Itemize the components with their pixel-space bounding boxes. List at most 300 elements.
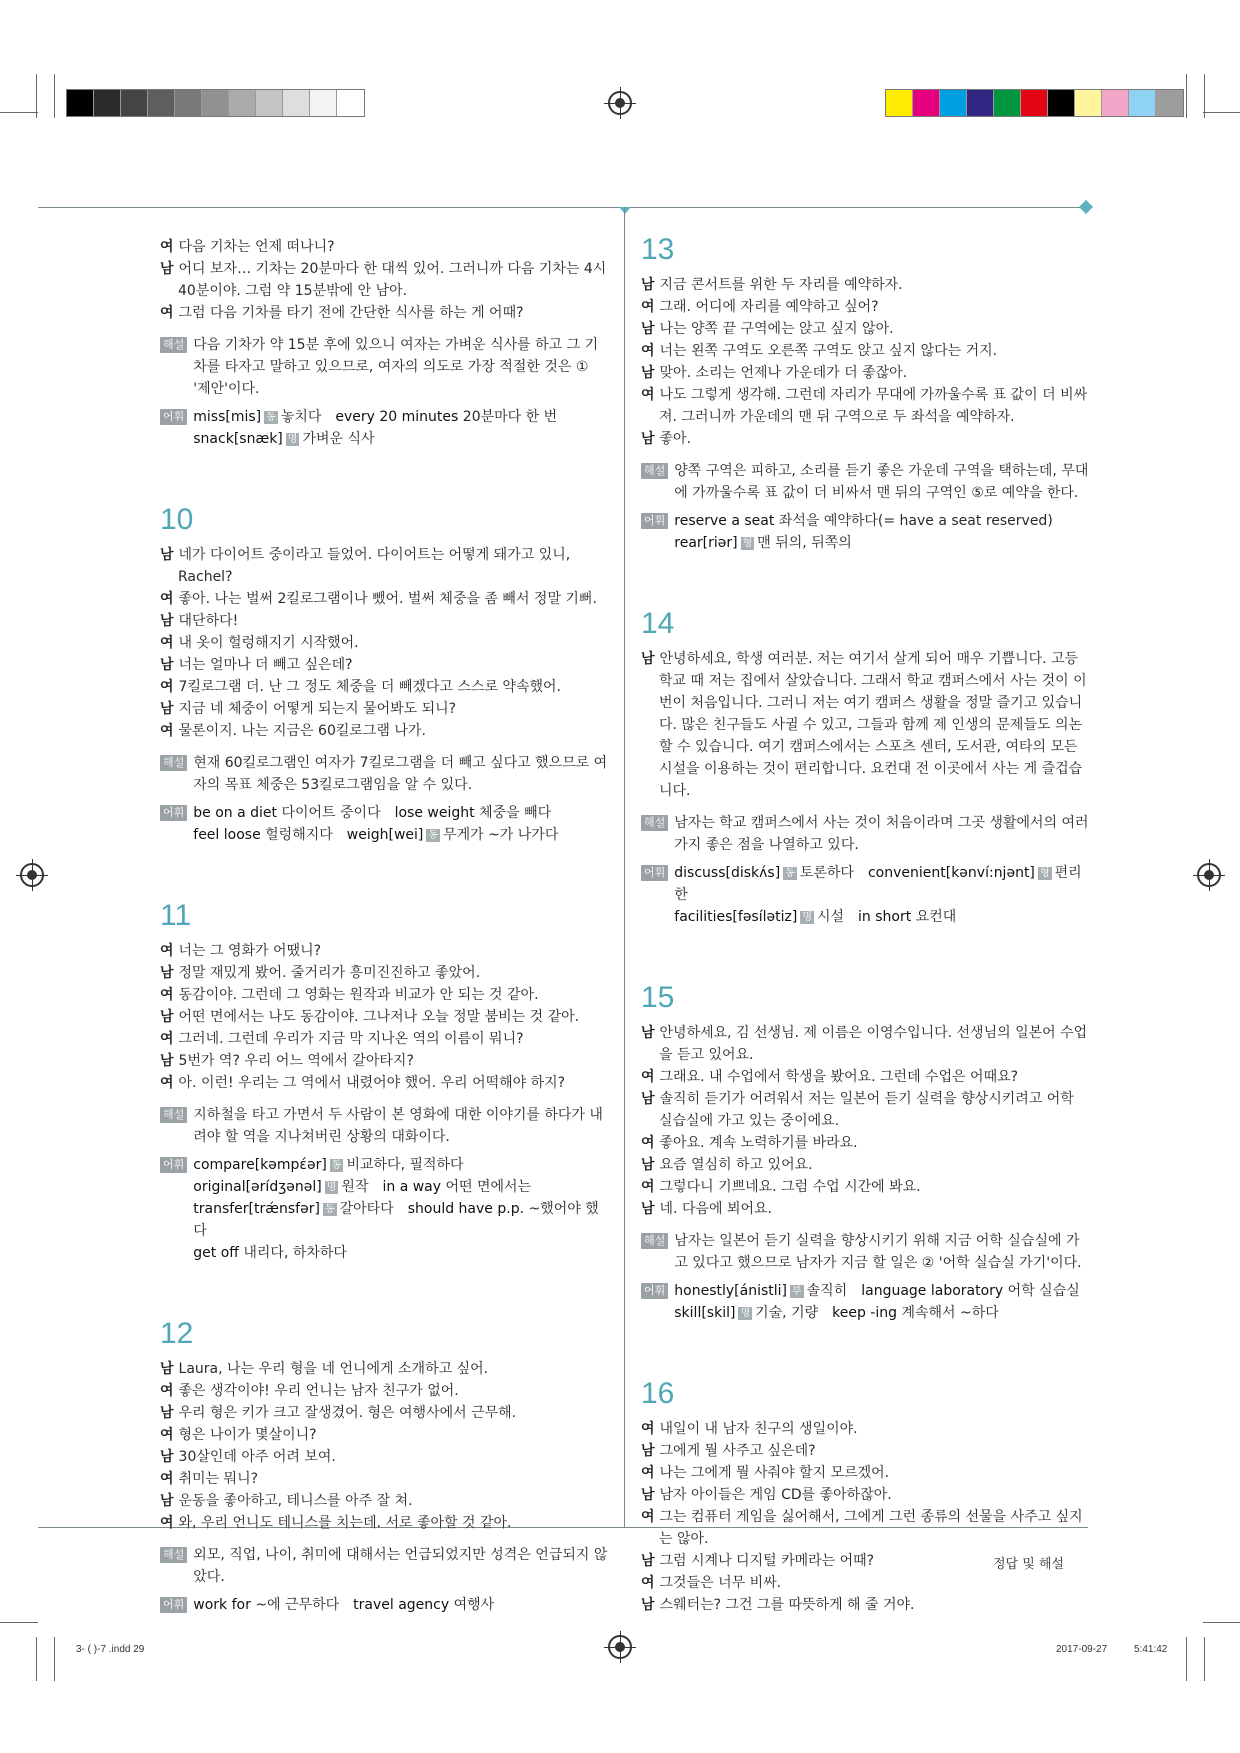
dialogue-line: [641, 1484, 1091, 1506]
section-spacer: [160, 1264, 610, 1316]
vocab-meaning: 요컨대: [915, 909, 957, 925]
dialogue-section: [160, 1316, 610, 1616]
color-swatch: [1075, 90, 1102, 116]
speaker-label: 여: [160, 239, 174, 255]
crop-mark: [1203, 1622, 1240, 1623]
vocab-word: should have p.p.: [407, 1201, 525, 1217]
explanation-tag: 해설: [160, 1547, 187, 1563]
vocabulary: [641, 862, 1091, 928]
crop-mark: [54, 74, 55, 118]
dialogue-line: [160, 1424, 610, 1446]
color-swatch: [1156, 90, 1183, 116]
dialogue-text: 내 옷이 헐렁해지기 시작했어.: [178, 635, 359, 651]
vocab-word: miss[mis]: [193, 409, 262, 425]
dialogue-text: 스웨터는? 그건 그를 따뜻하게 해 줄 거야.: [659, 1597, 915, 1613]
part-of-speech-badge: 동: [266, 412, 276, 423]
vocabulary-items: [668, 510, 1053, 554]
part-of-speech-badge: 동: [785, 868, 795, 879]
vocabulary: [160, 802, 610, 846]
dialogue-line: [160, 984, 610, 1006]
vocabulary-row: [193, 802, 558, 824]
vocab-word: every 20 minutes: [335, 409, 459, 425]
section-spacer: [641, 1324, 1091, 1376]
vocab-meaning: 좌석을 예약하다(= have a seat reserved): [778, 513, 1053, 529]
vocab-word: feel loose: [193, 827, 261, 843]
speaker-label: 여: [160, 1031, 174, 1047]
slug-filename: 3- ( )-7 .indd 29: [76, 1644, 145, 1655]
dialogue-line: [160, 1028, 610, 1050]
vocab-word: reserve a seat: [674, 513, 775, 529]
vocabulary-tag: 어휘: [160, 409, 187, 425]
color-swatch: [148, 90, 175, 116]
vocabulary-tag: 어휘: [641, 513, 668, 529]
speaker-label: 남: [641, 1157, 655, 1173]
explanation-tag: 해설: [641, 815, 668, 831]
speaker-label: 여: [641, 1509, 655, 1525]
vocabulary: [641, 1280, 1091, 1324]
speaker-label: 남: [641, 1443, 655, 1459]
speaker-label: 여: [160, 987, 174, 1003]
color-swatch: [1021, 90, 1048, 116]
dialogue-text: 지금 콘서트를 위한 두 자리를 예약하자.: [659, 277, 903, 293]
dialogue-line: [160, 1050, 610, 1072]
right-column: [641, 232, 1091, 1616]
dialogue-section: [160, 898, 610, 1264]
speaker-label: 여: [160, 305, 174, 321]
vocabulary-tag: 어휘: [160, 1157, 187, 1173]
speaker-label: 남: [641, 365, 655, 381]
column-marker-icon: [619, 207, 631, 214]
dialogue-text: 너는 왼쪽 구역도 오른쪽 구역도 앉고 싶지 않다는 거지.: [659, 343, 998, 359]
vocab-word: skill[skil]: [674, 1305, 736, 1321]
color-swatch: [283, 90, 310, 116]
vocabulary-items: [668, 862, 1091, 928]
speaker-label: 남: [641, 1091, 655, 1107]
dialogue-text: 7킬로그램 더. 난 그 정도 체중을 더 빼겠다고 스스로 약속했어.: [178, 679, 561, 695]
dialogue-section: [641, 232, 1091, 554]
grayscale-color-bar: [66, 89, 365, 117]
dialogue-line: [641, 1198, 1091, 1220]
dialogue-line: [641, 1594, 1091, 1616]
color-swatch: [1129, 90, 1156, 116]
dialogue-text: 맞아. 소리는 언제나 가운데가 더 좋잖아.: [659, 365, 908, 381]
vocab-meaning: ~에 근무하다: [255, 1597, 340, 1613]
vocabulary-tag: 어휘: [641, 1283, 668, 1299]
dialogue-line: [641, 384, 1091, 428]
part-of-speech-badge: 명: [802, 912, 812, 923]
dialogue-line: [641, 1440, 1091, 1462]
dialogue: [641, 274, 1091, 450]
part-of-speech-badge: 동: [324, 1204, 335, 1215]
dialogue-text: 좋아요. 계속 노력하기를 바라요.: [659, 1135, 858, 1151]
speaker-label: 남: [641, 1201, 655, 1217]
dialogue-text: 동감이야. 그런데 그 영화는 원작과 비교가 안 되는 것 같아.: [178, 987, 539, 1003]
dialogue-line: [641, 1022, 1091, 1066]
vocab-word: get off: [193, 1245, 239, 1261]
dialogue-line: [641, 648, 1091, 802]
dialogue-line: [160, 940, 610, 962]
speaker-label: 남: [160, 1053, 174, 1069]
dialogue-text: 그렇다니 기쁘네요. 그럼 수업 시간에 봐요.: [659, 1179, 921, 1195]
dialogue-line: [160, 1402, 610, 1424]
speaker-label: 여: [641, 299, 655, 315]
speaker-label: 여: [160, 1515, 174, 1531]
dialogue-text: 그것들은 너무 비싸.: [659, 1575, 782, 1591]
color-swatch: [886, 90, 913, 116]
explanation-text: 다음 기차가 약 15분 후에 있으니 여자는 가벼운 식사를 하고 그 기차를 타자고 말하고 있으므로, 여자의 의도로 가장 적절한 것은 ① '제안'이다.: [193, 337, 599, 397]
color-swatch: [175, 90, 202, 116]
vocabulary-row: [674, 862, 1091, 906]
vocab-word: honestly[ánistli]: [674, 1283, 787, 1299]
dialogue-line: [641, 1088, 1091, 1132]
registration-mark-icon: [20, 863, 44, 887]
vocabulary-items: [187, 1154, 610, 1264]
vocabulary-row: [193, 1198, 610, 1242]
section-number: 14: [641, 607, 675, 640]
dialogue-line: [641, 1506, 1091, 1550]
vocab-word: be on a diet: [193, 805, 278, 821]
vocab-meaning: 가벼운 식사: [302, 431, 375, 447]
color-swatch: [337, 90, 364, 116]
dialogue-text: 그럼 다음 기차를 타기 전에 간단한 식사를 하는 게 어때?: [178, 305, 524, 321]
vocabulary-items: [668, 1280, 1079, 1324]
vocabulary: [160, 1154, 610, 1264]
crop-mark: [36, 1637, 37, 1681]
vocab-word: travel agency: [353, 1597, 450, 1613]
vocabulary-row: [193, 406, 557, 428]
section-number: 10: [160, 503, 194, 536]
dialogue-text: 그래요. 내 수업에서 학생을 봤어요. 그런데 수업은 어때요?: [659, 1069, 1019, 1085]
color-swatch: [994, 90, 1021, 116]
speaker-label: 남: [641, 1487, 655, 1503]
part-of-speech-badge: 동: [331, 1160, 342, 1171]
dialogue-text: 좋은 생각이야! 우리 언니는 남자 친구가 없어.: [178, 1383, 459, 1399]
dialogue-text: Laura, 나는 우리 형을 네 언니에게 소개하고 싶어.: [178, 1361, 489, 1377]
slug-time: 5:41:42: [1134, 1644, 1168, 1655]
explanation-tag: 해설: [160, 1107, 187, 1123]
speaker-label: 여: [160, 1383, 174, 1399]
slug-date: 2017-09-27: [1056, 1644, 1108, 1655]
vocabulary-tag: 어휘: [641, 865, 668, 881]
vocab-meaning: 기술, 기량: [755, 1305, 819, 1321]
dialogue-text: 그에게 뭘 사주고 싶은데?: [659, 1443, 816, 1459]
crop-mark: [1204, 1637, 1205, 1681]
dialogue: [641, 648, 1091, 802]
vocab-word: convenient[kənví:njənt]: [867, 865, 1035, 881]
section-spacer: [641, 928, 1091, 980]
dialogue-text: 형은 나이가 몇살이니?: [178, 1427, 317, 1443]
speaker-label: 남: [641, 1025, 655, 1041]
speaker-label: 남: [160, 1009, 174, 1025]
vocabulary-row: [193, 1176, 610, 1198]
vocabulary-row: [674, 510, 1053, 532]
section-number: 16: [641, 1377, 675, 1410]
dialogue-line: [160, 1468, 610, 1490]
vocab-word: discuss[diskʌ́s]: [674, 865, 781, 881]
vocab-word: snack[snæk]: [193, 431, 283, 447]
dialogue-text: 지금 네 체중이 어떻게 되는지 물어봐도 되니?: [178, 701, 457, 717]
speaker-label: 여: [160, 1075, 174, 1091]
vocabulary-row: [193, 1242, 610, 1264]
color-swatch: [67, 90, 94, 116]
dialogue-text: 네가 다이어트 중이라고 들었어. 다이어트는 어떻게 돼가고 있니, Rachel?: [178, 547, 571, 585]
dialogue-line: [641, 274, 1091, 296]
explanation: [160, 1544, 610, 1588]
speaker-label: 남: [160, 701, 174, 717]
explanation-tag: 해설: [641, 463, 668, 479]
speaker-label: 남: [641, 1597, 655, 1613]
dialogue-text: 나는 그에게 뭘 사줘야 할지 모르겠어.: [659, 1465, 890, 1481]
explanation-text: 양쪽 구역은 피하고, 소리를 듣기 좋은 가운데 구역을 택하는데, 무대에 가까울수록 표 값이 더 비싸서 맨 뒤의 구역인 ⑤로 예약을 한다.: [674, 463, 1089, 501]
dialogue-text: 대단하다!: [178, 613, 239, 629]
dialogue-line: [160, 632, 610, 654]
dialogue-line: [160, 1490, 610, 1512]
speaker-label: 남: [641, 431, 655, 447]
section-spacer: [641, 554, 1091, 606]
explanation: [160, 752, 610, 796]
part-of-speech-badge: 명: [326, 1182, 337, 1193]
speaker-label: 여: [160, 723, 174, 739]
explanation-tag: 해설: [160, 755, 187, 771]
dialogue-text: 나는 양쪽 끝 구역에는 앉고 싶지 않아.: [659, 321, 894, 337]
vocabulary: [160, 1594, 610, 1616]
dialogue-line: [160, 610, 610, 632]
vocabulary-tag: 어휘: [160, 1597, 187, 1613]
crop-mark: [1203, 112, 1240, 113]
dialogue-line: [641, 1572, 1091, 1594]
color-swatch: [256, 90, 283, 116]
process-color-bar: [885, 89, 1184, 117]
explanation-tag: 해설: [160, 337, 187, 353]
dialogue: [160, 236, 610, 324]
dialogue-text: 좋아.: [659, 431, 692, 447]
speaker-label: 여: [641, 1069, 655, 1085]
dialogue-section: [641, 606, 1091, 928]
color-swatch: [202, 90, 229, 116]
speaker-label: 남: [641, 1553, 655, 1569]
dialogue-text: 그러네. 그런데 우리가 지금 막 지나온 역의 이름이 뭐니?: [178, 1031, 524, 1047]
vocab-word: transfer[trǽnsfər]: [193, 1201, 320, 1217]
color-swatch: [94, 90, 121, 116]
speaker-label: 남: [160, 1361, 174, 1377]
vocabulary-row: [674, 1280, 1079, 1302]
vocab-meaning: 어떤 면에서는: [445, 1179, 532, 1195]
crop-mark: [54, 1637, 55, 1681]
vocab-meaning: 비교하다, 필적하다: [346, 1157, 464, 1173]
vocab-meaning: ~했어야 했다: [193, 1201, 599, 1239]
explanation: [160, 334, 610, 400]
vocabulary-row: [674, 532, 1053, 554]
color-swatch: [310, 90, 337, 116]
part-of-speech-badge: 명: [287, 434, 298, 445]
dialogue-line: [641, 1418, 1091, 1440]
dialogue-line: [641, 1154, 1091, 1176]
dialogue-text: 다음 기차는 언제 떠나니?: [178, 239, 335, 255]
vocabulary-row: [193, 1594, 494, 1616]
vocabulary: [160, 406, 610, 450]
dialogue-line: [160, 720, 610, 742]
dialogue-line: [641, 296, 1091, 318]
explanation-text: 지하철을 타고 가면서 두 사람이 본 영화에 대한 이야기를 하다가 내려야 할 역을 지나쳐버린 상황의 대화이다.: [193, 1107, 603, 1145]
dialogue-text: 솔직히 듣기가 어려워서 저는 일본어 듣기 실력을 향상시키려고 어학 실습실에 가고 있는 중이에요.: [659, 1091, 1074, 1129]
vocabulary-items: [187, 406, 557, 450]
part-of-speech-badge: 부: [791, 1286, 802, 1297]
color-swatch: [967, 90, 994, 116]
dialogue-text: 네. 다음에 뵈어요.: [659, 1201, 772, 1217]
explanation-tag: 해설: [641, 1233, 668, 1249]
dialogue-line: [641, 318, 1091, 340]
dialogue-section: [641, 1376, 1091, 1616]
section-number: 11: [160, 899, 192, 932]
dialogue-text: 그럼 시계나 디지털 카메라는 어때?: [659, 1553, 875, 1569]
vocab-word: compare[kəmpέər]: [193, 1157, 327, 1173]
vocab-meaning: 원작: [341, 1179, 369, 1195]
vocabulary-row: [674, 1302, 1079, 1324]
vocab-meaning: 체중을 빼다: [479, 805, 552, 821]
dialogue-section: [641, 980, 1091, 1324]
registration-mark-icon: [608, 1635, 632, 1659]
vocab-meaning: 편리한: [674, 865, 1082, 903]
speaker-label: 남: [641, 277, 655, 293]
speaker-label: 여: [641, 1575, 655, 1591]
dialogue-text: 와, 우리 언니도 테니스를 치는데. 서로 좋아할 것 같아.: [178, 1515, 512, 1531]
dialogue-line: [160, 1446, 610, 1468]
dialogue-line: [160, 1380, 610, 1402]
dialogue-line: [641, 1462, 1091, 1484]
dialogue-text: 어떤 면에서는 나도 동감이야. 그나저나 오늘 정말 붐비는 것 같아.: [178, 1009, 580, 1025]
color-swatch: [1102, 90, 1129, 116]
vocab-meaning: 솔직히: [806, 1283, 848, 1299]
dialogue-text: 너는 그 영화가 어땠니?: [178, 943, 322, 959]
vocab-meaning: 여행사: [453, 1597, 495, 1613]
dialogue: [160, 940, 610, 1094]
vocab-meaning: 내리다, 하차하다: [243, 1245, 347, 1261]
speaker-label: 여: [641, 387, 655, 403]
crop-mark: [0, 112, 38, 113]
dialogue-line: [160, 302, 610, 324]
vocab-word: work for: [193, 1597, 251, 1613]
vocab-meaning: 놓치다: [280, 409, 322, 425]
dialogue-line: [160, 1358, 610, 1380]
left-column: [160, 236, 610, 1616]
vocab-word: keep -ing: [832, 1305, 897, 1321]
section-spacer: [160, 846, 610, 898]
color-swatch: [121, 90, 148, 116]
vocab-meaning: 갈아타다: [339, 1201, 394, 1217]
speaker-label: 남: [160, 547, 174, 563]
dialogue: [160, 1358, 610, 1534]
dialogue-line: [641, 1176, 1091, 1198]
dialogue-line: [160, 676, 610, 698]
dialogue-text: 그래. 어디에 자리를 예약하고 싶어?: [659, 299, 879, 315]
vocab-word: rear[riər]: [674, 535, 738, 551]
speaker-label: 여: [641, 1179, 655, 1195]
speaker-label: 여: [160, 943, 174, 959]
part-of-speech-badge: 동: [428, 830, 439, 841]
dialogue-text: 요즘 열심히 하고 있어요.: [659, 1157, 813, 1173]
dialogue-text: 그는 컴퓨터 게임을 싫어해서, 그에게 그런 종류의 선물을 사주고 싶지는 않아.: [659, 1509, 1083, 1547]
vocab-meaning: 20분마다 한 번: [462, 409, 558, 425]
dialogue-line: [160, 236, 610, 258]
speaker-label: 여: [160, 679, 174, 695]
part-of-speech-badge: 명: [740, 1308, 751, 1319]
dialogue-text: 안녕하세요, 학생 여러분. 저는 여기서 살게 되어 매우 기쁩니다. 고등학교 때 저는 집에서 살았습니다. 그래서 학교 캠퍼스에서 사는 것이 이번이 처음입니다. 그러니 저는 여기 캠퍼스 생활을 정말 즐기고 있습니다. 많은 친구들도 사귈 수 있고, 그들과 함께 제 인생의 문제들도 의논할 수 있습니다. 여기 캠퍼스에서는 스포츠 센터, 도서관, 여타의 모든 시설을 이용하는 것이 편리합니다. 요컨대 전 이곳에서 사는 게 즐겁습니다.: [659, 651, 1087, 799]
vocabulary-tag: 어휘: [160, 805, 187, 821]
speaker-label: 남: [160, 261, 174, 277]
vocab-meaning: 시설: [816, 909, 845, 925]
dialogue-section: [160, 236, 610, 450]
dialogue-line: [160, 1072, 610, 1094]
dialogue-line: [160, 698, 610, 720]
dialogue-line: [641, 340, 1091, 362]
explanation-text: 남자는 일본어 듣기 실력을 향상시키기 위해 지금 어학 실습실에 가고 있다고 했으므로 남자가 지금 할 일은 ② '어학 실습실 가기'이다.: [674, 1233, 1082, 1271]
dialogue-text: 어디 보자… 기차는 20분마다 한 대씩 있어. 그러니까 다음 기차는 4시 40분이야. 그럼 약 15분밖에 안 남아.: [178, 261, 607, 299]
section-number: 13: [641, 233, 675, 266]
explanation: [160, 1104, 610, 1148]
dialogue-text: 내일이 내 남자 친구의 생일이야.: [659, 1421, 858, 1437]
speaker-label: 남: [160, 965, 174, 981]
dialogue-section: [160, 502, 610, 846]
explanation: [641, 812, 1091, 856]
dialogue-text: 너는 얼마나 더 빼고 싶은데?: [178, 657, 353, 673]
vocab-meaning: 계속해서 ~하다: [901, 1305, 999, 1321]
color-swatch: [229, 90, 256, 116]
part-of-speech-badge: 형: [1039, 868, 1050, 879]
dialogue-line: [641, 1066, 1091, 1088]
speaker-label: 여: [160, 1427, 174, 1443]
speaker-label: 남: [160, 613, 174, 629]
vocab-meaning: 무게가 ~가 나가다: [443, 827, 559, 843]
vocab-word: lose weight: [394, 805, 475, 821]
dialogue-text: 물론이지. 나는 지금은 60킬로그램 나가.: [178, 723, 426, 739]
diamond-marker-icon: [1079, 200, 1093, 214]
dialogue-line: [641, 362, 1091, 384]
speaker-label: 여: [641, 1465, 655, 1481]
dialogue: [641, 1418, 1091, 1616]
vocabulary-items: [187, 802, 558, 846]
dialogue-line: [641, 1132, 1091, 1154]
color-swatch: [1048, 90, 1075, 116]
dialogue-text: 30살인데 아주 어려 보여.: [178, 1449, 336, 1465]
section-number: 12: [160, 1317, 194, 1350]
vocabulary-row: [674, 906, 1091, 928]
vocab-word: language laboratory: [861, 1283, 1004, 1299]
explanation-text: 남자는 학교 캠퍼스에서 사는 것이 처음이라며 그곳 생활에서의 여러 가지 좋은 점을 나열하고 있다.: [674, 815, 1089, 853]
vocab-word: facilities[fəsílətiz]: [674, 909, 798, 925]
vocab-meaning: 다이어트 중이다: [281, 805, 381, 821]
column-divider: [624, 207, 625, 1527]
vocabulary-row: [193, 1154, 610, 1176]
explanation-text: 현재 60킬로그램인 여자가 7킬로그램을 더 빼고 싶다고 했으므로 여자의 목표 체중은 53킬로그램임을 알 수 있다.: [193, 755, 608, 793]
dialogue-text: 안녕하세요, 김 선생님. 제 이름은 이영수입니다. 선생님의 일본어 수업을 듣고 있어요.: [659, 1025, 1088, 1063]
explanation: [641, 460, 1091, 504]
vocabulary: [641, 510, 1091, 554]
speaker-label: 남: [641, 651, 655, 667]
dialogue-line: [641, 428, 1091, 450]
crop-mark: [1186, 74, 1187, 118]
registration-mark-icon: [1197, 863, 1221, 887]
explanation: [641, 1230, 1091, 1274]
vocab-word: original[ərídʒənəl]: [193, 1179, 322, 1195]
speaker-label: 남: [160, 1449, 174, 1465]
speaker-label: 남: [160, 1405, 174, 1421]
dialogue-line: [160, 544, 610, 588]
footer-label: 정답 및 해설: [993, 1557, 1065, 1572]
dialogue-text: 5번가 역? 우리 어느 역에서 갈아타지?: [178, 1053, 414, 1069]
speaker-label: 여: [160, 591, 174, 607]
vocabulary-row: [193, 428, 557, 450]
vocabulary-items: [187, 1594, 494, 1616]
